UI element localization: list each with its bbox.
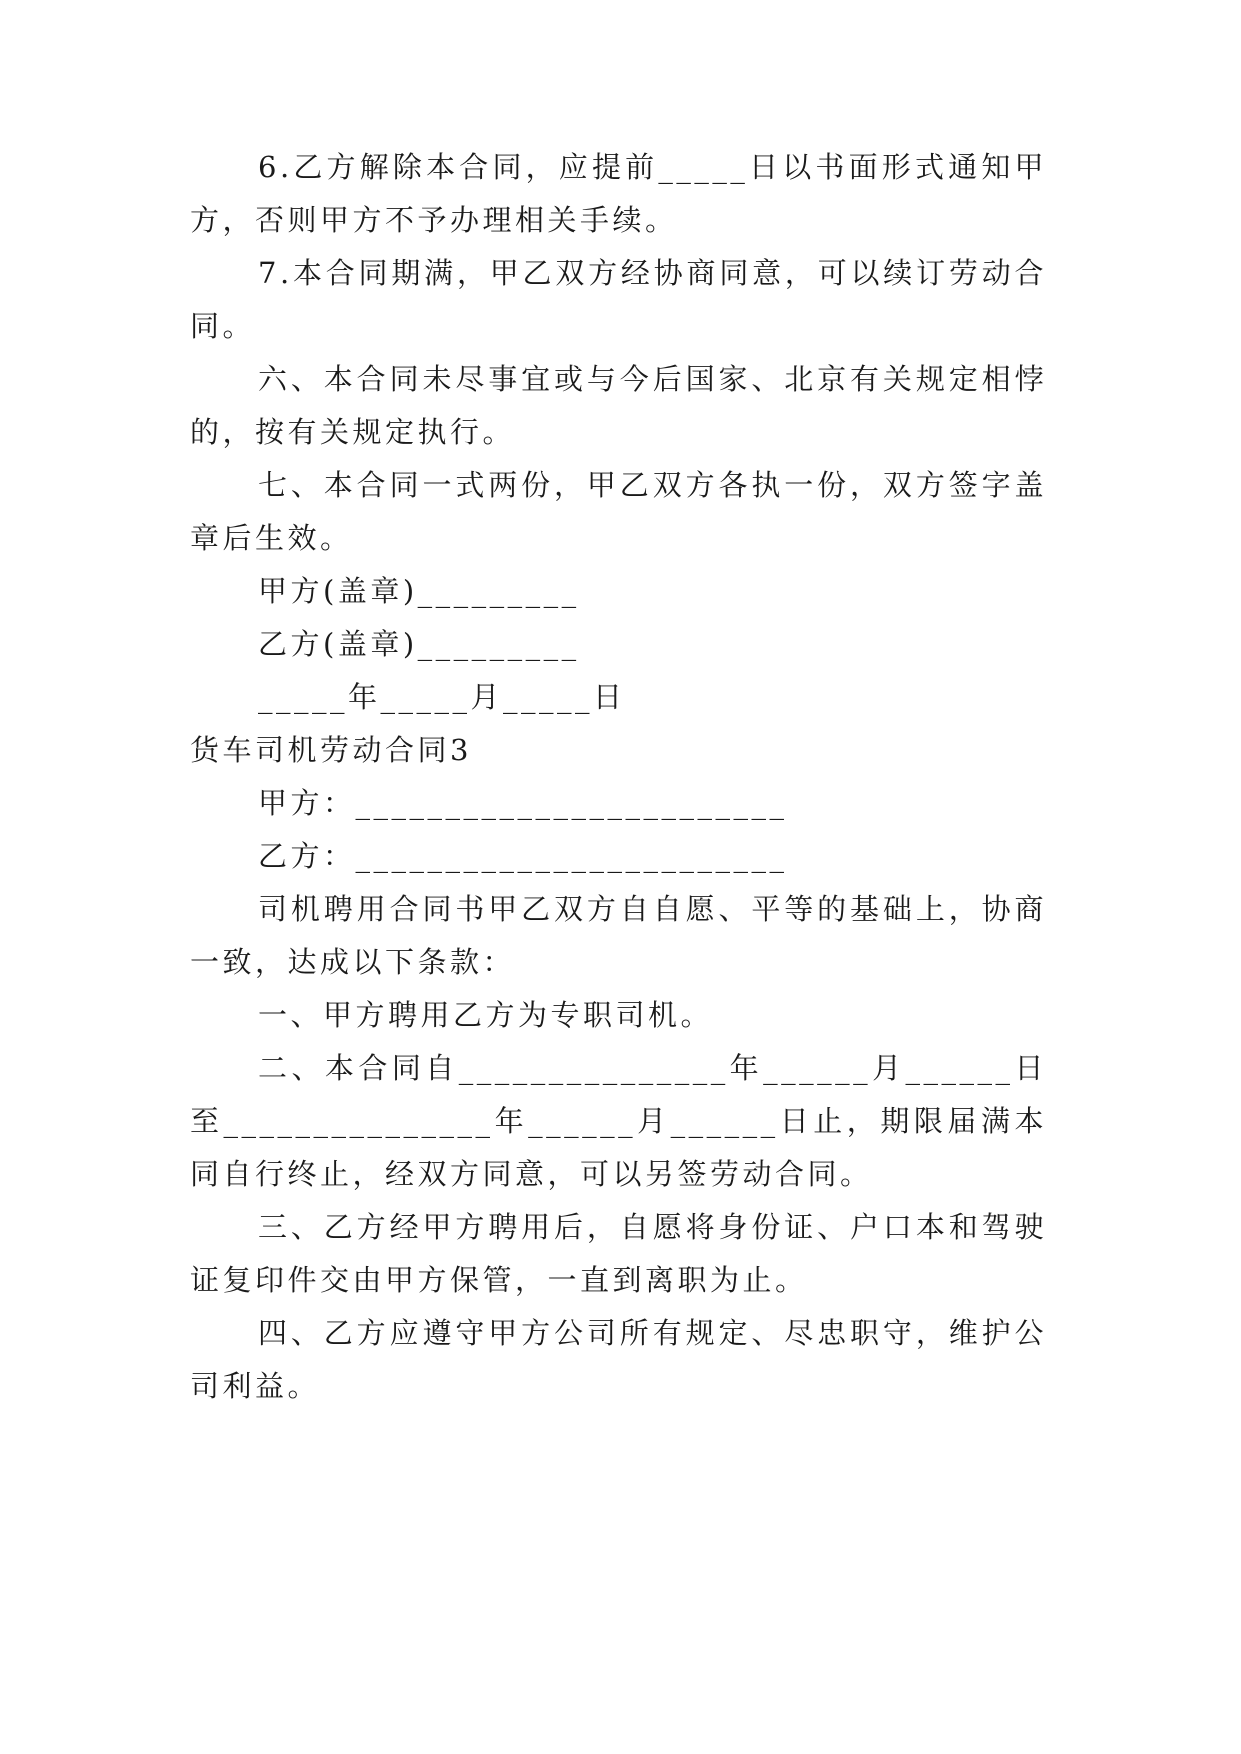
intro-line-1: 司机聘用合同书甲乙双方自自愿、平等的基础上，协商 [258, 892, 1047, 926]
party-a-field: 甲方：________________________ [258, 786, 788, 820]
contract-3-heading: 货车司机劳动合同3 [190, 733, 472, 767]
party-b-seal-line: 乙方(盖章)_________ [258, 627, 580, 661]
clause-2-line-2: 至_______________年______月______日止，期限届满本 [190, 1104, 1047, 1138]
clause-6-line-2: 方，否则甲方不予办理相关手续。 [190, 203, 678, 237]
clause-7-line-2: 同。 [190, 309, 256, 343]
section-6-line-2: 的，按有关规定执行。 [190, 415, 516, 449]
party-b-field: 乙方：________________________ [258, 839, 788, 873]
clause-2-line-3: 同自行终止，经双方同意，可以另签劳动合同。 [190, 1157, 873, 1191]
party-a-seal-line: 甲方(盖章)_________ [258, 574, 580, 608]
clause-6-line-1: 6.乙方解除本合同，应提前_____日以书面形式通知甲 [258, 150, 1047, 184]
section-7-line-1: 七、本合同一式两份，甲乙双方各执一份，双方签字盖 [258, 468, 1047, 502]
clause-4-line-1: 四、乙方应遵守甲方公司所有规定、尽忠职守，维护公 [258, 1316, 1047, 1350]
section-7-line-2: 章后生效。 [190, 521, 353, 555]
clause-1: 一、甲方聘用乙方为专职司机。 [258, 998, 714, 1032]
clause-3-line-1: 三、乙方经甲方聘用后，自愿将身份证、户口本和驾驶 [258, 1210, 1047, 1244]
clause-3-line-2: 证复印件交由甲方保管，一直到离职为止。 [190, 1263, 808, 1297]
date-line: _____年_____月_____日 [258, 680, 626, 714]
section-6-line-1: 六、本合同未尽事宜或与今后国家、北京有关规定相悖 [258, 362, 1047, 396]
clause-2-line-1: 二、本合同自_______________年______月______日 [258, 1051, 1047, 1085]
intro-line-2: 一致，达成以下条款： [190, 945, 516, 979]
clause-4-line-2: 司利益。 [190, 1369, 321, 1403]
clause-7-line-1: 7.本合同期满，甲乙双方经协商同意，可以续订劳动合 [258, 256, 1047, 290]
